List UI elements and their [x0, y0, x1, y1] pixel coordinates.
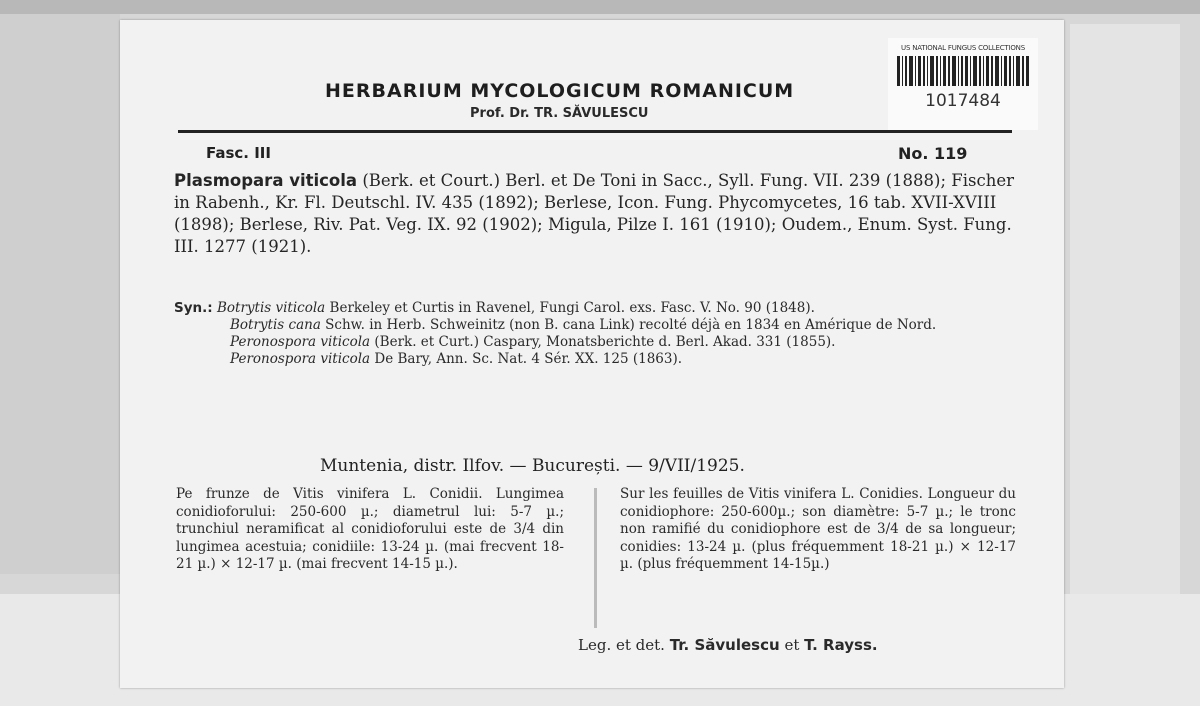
synonym-name: Peronospora viticola	[230, 351, 371, 367]
collector-conjunction: et	[784, 636, 800, 654]
description-romanian: Pe frunze de Vitis vinifera L. Conidii. Lungimea conidioforului: 250-600 µ.; diametrul lui: 5-7 µ.; trunchiul neramificat al conidioforului este de 3/4 din lungimea acestuia; conidiile: 13-24 µ. (mai frecvent 18-21 µ.) × 12-17 µ. (mai frecvent 14-15 µ.).	[176, 486, 564, 572]
barcode-caption: US NATIONAL FUNGUS COLLECTIONS	[901, 44, 1025, 52]
barcode-icon	[895, 56, 1031, 86]
synonyms-label: Syn.:	[174, 300, 213, 316]
synonym-text: (Berk. et Curt.) Caspary, Monatsberichte d. Berl. Akad. 331 (1855).	[374, 334, 836, 350]
fascicle: Fasc. III	[206, 144, 271, 162]
envelope-flap-right	[1070, 24, 1180, 594]
barcode-number: 1017484	[925, 91, 1001, 111]
herbarium-label	[120, 20, 1064, 688]
synonym-text: Berkeley et Curtis in Ravenel, Fungi Carol. exs. Fasc. V. No. 90 (1848).	[329, 300, 815, 316]
species-citation	[174, 170, 1018, 258]
collector-prefix: Leg. et det.	[578, 636, 665, 654]
collector-line	[578, 636, 878, 654]
barcode-sticker	[888, 38, 1038, 130]
specimen-number: No. 119	[898, 144, 968, 163]
header-rule	[178, 130, 1012, 133]
synonym-name: Peronospora viticola	[230, 334, 371, 350]
locality: Muntenia, distr. Ilfov. — București. — 9/VII/1925.	[320, 456, 745, 476]
column-divider	[594, 488, 597, 628]
synonym-entry	[230, 317, 1016, 334]
synonym-entry	[230, 351, 1016, 368]
synonym-name: Botrytis viticola	[216, 300, 326, 316]
herbarium-title: HERBARIUM MYCOLOGICUM ROMANICUM	[325, 80, 795, 102]
species-reference: (Berk. et Court.) Berl. et De Toni in Sacc., Syll. Fung. VII. 239 (1888); Fischer in Rabenh., Kr. Fl. Deutschl. IV. 435 (1892); Berlese, Icon. Fung. Phycomycetes, 16 tab. XVII-XVIII (1898); Berlese, Riv. Pat. Veg. IX. 92 (1902); Migula, Pilze I. 161 (1910); Oudem., Enum. Syst. Fung. III. 1277 (1921).	[174, 171, 1015, 256]
herbarium-subtitle: Prof. Dr. TR. SĂVULESCU	[470, 106, 649, 121]
synonym-text: De Bary, Ann. Sc. Nat. 4 Sér. XX. 125 (1863).	[374, 351, 683, 367]
species-name: Plasmopara viticola	[174, 171, 358, 190]
synonym-entry	[174, 300, 1016, 317]
synonym-text: Schw. in Herb. Schweinitz (non B. cana Link) recolté déjà en 1834 en Amérique de Nord.	[325, 317, 937, 333]
synonyms	[174, 300, 1016, 368]
synonym-name: Botrytis cana	[230, 317, 321, 333]
envelope-flap-left	[0, 14, 120, 574]
collector-2: T. Rayss.	[804, 636, 878, 654]
description-french: Sur les feuilles de Vitis vinifera L. Conidies. Longueur du conidiophore: 250-600µ.; son diamètre: 5-7 µ.; le tronc non ramifié du conidiophore est de 3/4 de sa longueur; conidies: 13-24 µ. (plus fréquemment 18-21 µ.) × 12-17 µ. (plus fréquemment 14-15µ.)	[620, 486, 1016, 572]
synonym-entry	[230, 334, 1016, 351]
background-top	[0, 0, 1200, 14]
collector-1: Tr. Săvulescu	[669, 636, 780, 654]
